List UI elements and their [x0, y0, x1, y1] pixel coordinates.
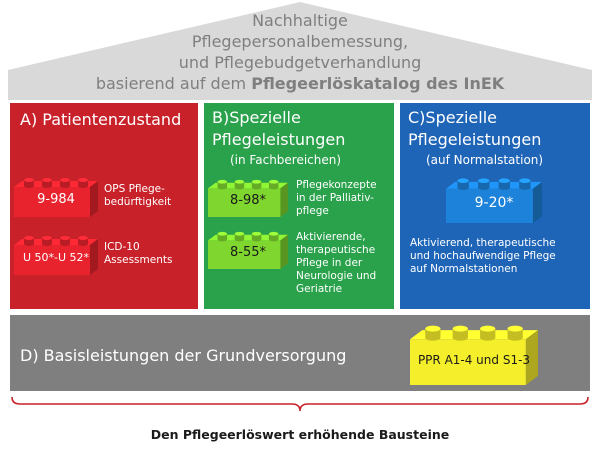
column-b-subtitle: (in Fachbereichen)	[230, 153, 342, 167]
desc-line: bedürftigkeit	[104, 196, 172, 208]
column-c-subtitle: (auf Normalstation)	[426, 153, 544, 167]
brick-blue-9-20	[446, 175, 542, 223]
roof-title-line-3: und Pflegebudgetverhandlung	[178, 53, 422, 72]
desc-line: Pflege in der	[296, 257, 363, 269]
brick-red-u50-u52	[14, 233, 98, 275]
desc-ops-pflege	[104, 183, 171, 209]
column-c-title-line-2: Pflegeleistungen	[408, 130, 542, 149]
desc-line: Neurologie und	[296, 270, 377, 282]
brick-label-u50-u52: U 50*-U 52*	[22, 251, 90, 264]
desc-line: ICD-10	[104, 241, 140, 253]
desc-line: OPS Pflege-	[104, 183, 165, 195]
desc-normalstation	[410, 237, 556, 276]
column-c-spezielle-normalstation	[398, 101, 592, 311]
desc-line: in der Palliativ-	[296, 192, 374, 204]
brick-label-ppr: PPR A1-4 und S1-3	[417, 353, 531, 367]
desc-line: Aktivierend, therapeutische	[410, 237, 556, 249]
brick-label-8-98: 8-98*	[229, 193, 266, 208]
roof-title-line-4	[60, 73, 540, 94]
column-a-title: A) Patientenzustand	[20, 110, 182, 129]
desc-line: auf Normalstationen	[410, 263, 518, 275]
column-b-spezielle-fachbereiche	[202, 101, 396, 311]
desc-line: Aktivierende,	[296, 231, 366, 243]
roof-title-line-2: Pflegepersonalbemessung,	[191, 32, 409, 51]
desc-palliativpflege	[296, 179, 377, 218]
brick-yellow-ppr	[406, 321, 542, 385]
desc-icd-10	[104, 241, 172, 267]
footer-caption: Den Pflegeerlöswert erhöhende Bausteine	[150, 427, 450, 442]
curly-brace	[8, 395, 592, 413]
base-title: D) Basisleistungen der Grundversorgung	[20, 346, 347, 365]
column-a-patientenzustand	[8, 101, 200, 311]
brick-label-9-20: 9-20*	[474, 195, 514, 211]
base-grundversorgung	[8, 313, 592, 393]
desc-line: pflege	[296, 205, 329, 217]
column-b-title-line-2: Pflegeleistungen	[212, 130, 346, 149]
column-b-title-line-1: B)Spezielle	[212, 108, 301, 127]
column-b-title	[212, 107, 345, 151]
brick-label-8-55: 8-55*	[229, 245, 266, 260]
brick-label-9-984: 9-984	[37, 192, 75, 207]
desc-line: Geriatrie	[296, 283, 343, 295]
brick-green-8-55	[208, 229, 288, 269]
brick-green-8-98	[208, 177, 288, 217]
roof-title-prefix: basierend auf dem	[95, 74, 252, 93]
column-c-title	[408, 107, 541, 151]
desc-line: und hochaufwendige Pflege	[410, 250, 556, 262]
roof-title-line-1: Nachhaltige	[252, 11, 348, 30]
column-c-title-line-1: C)Spezielle	[408, 108, 497, 127]
roof-title	[60, 10, 540, 94]
brick-red-9-984	[14, 175, 98, 217]
desc-line: therapeutische	[296, 244, 376, 256]
desc-line: Pflegekonzepte	[296, 179, 377, 191]
roof-title-bold: Pflegeerlöskatalog des InEK	[251, 74, 505, 93]
desc-neurologie-geriatrie	[296, 231, 376, 296]
desc-line: Assessments	[104, 254, 173, 266]
